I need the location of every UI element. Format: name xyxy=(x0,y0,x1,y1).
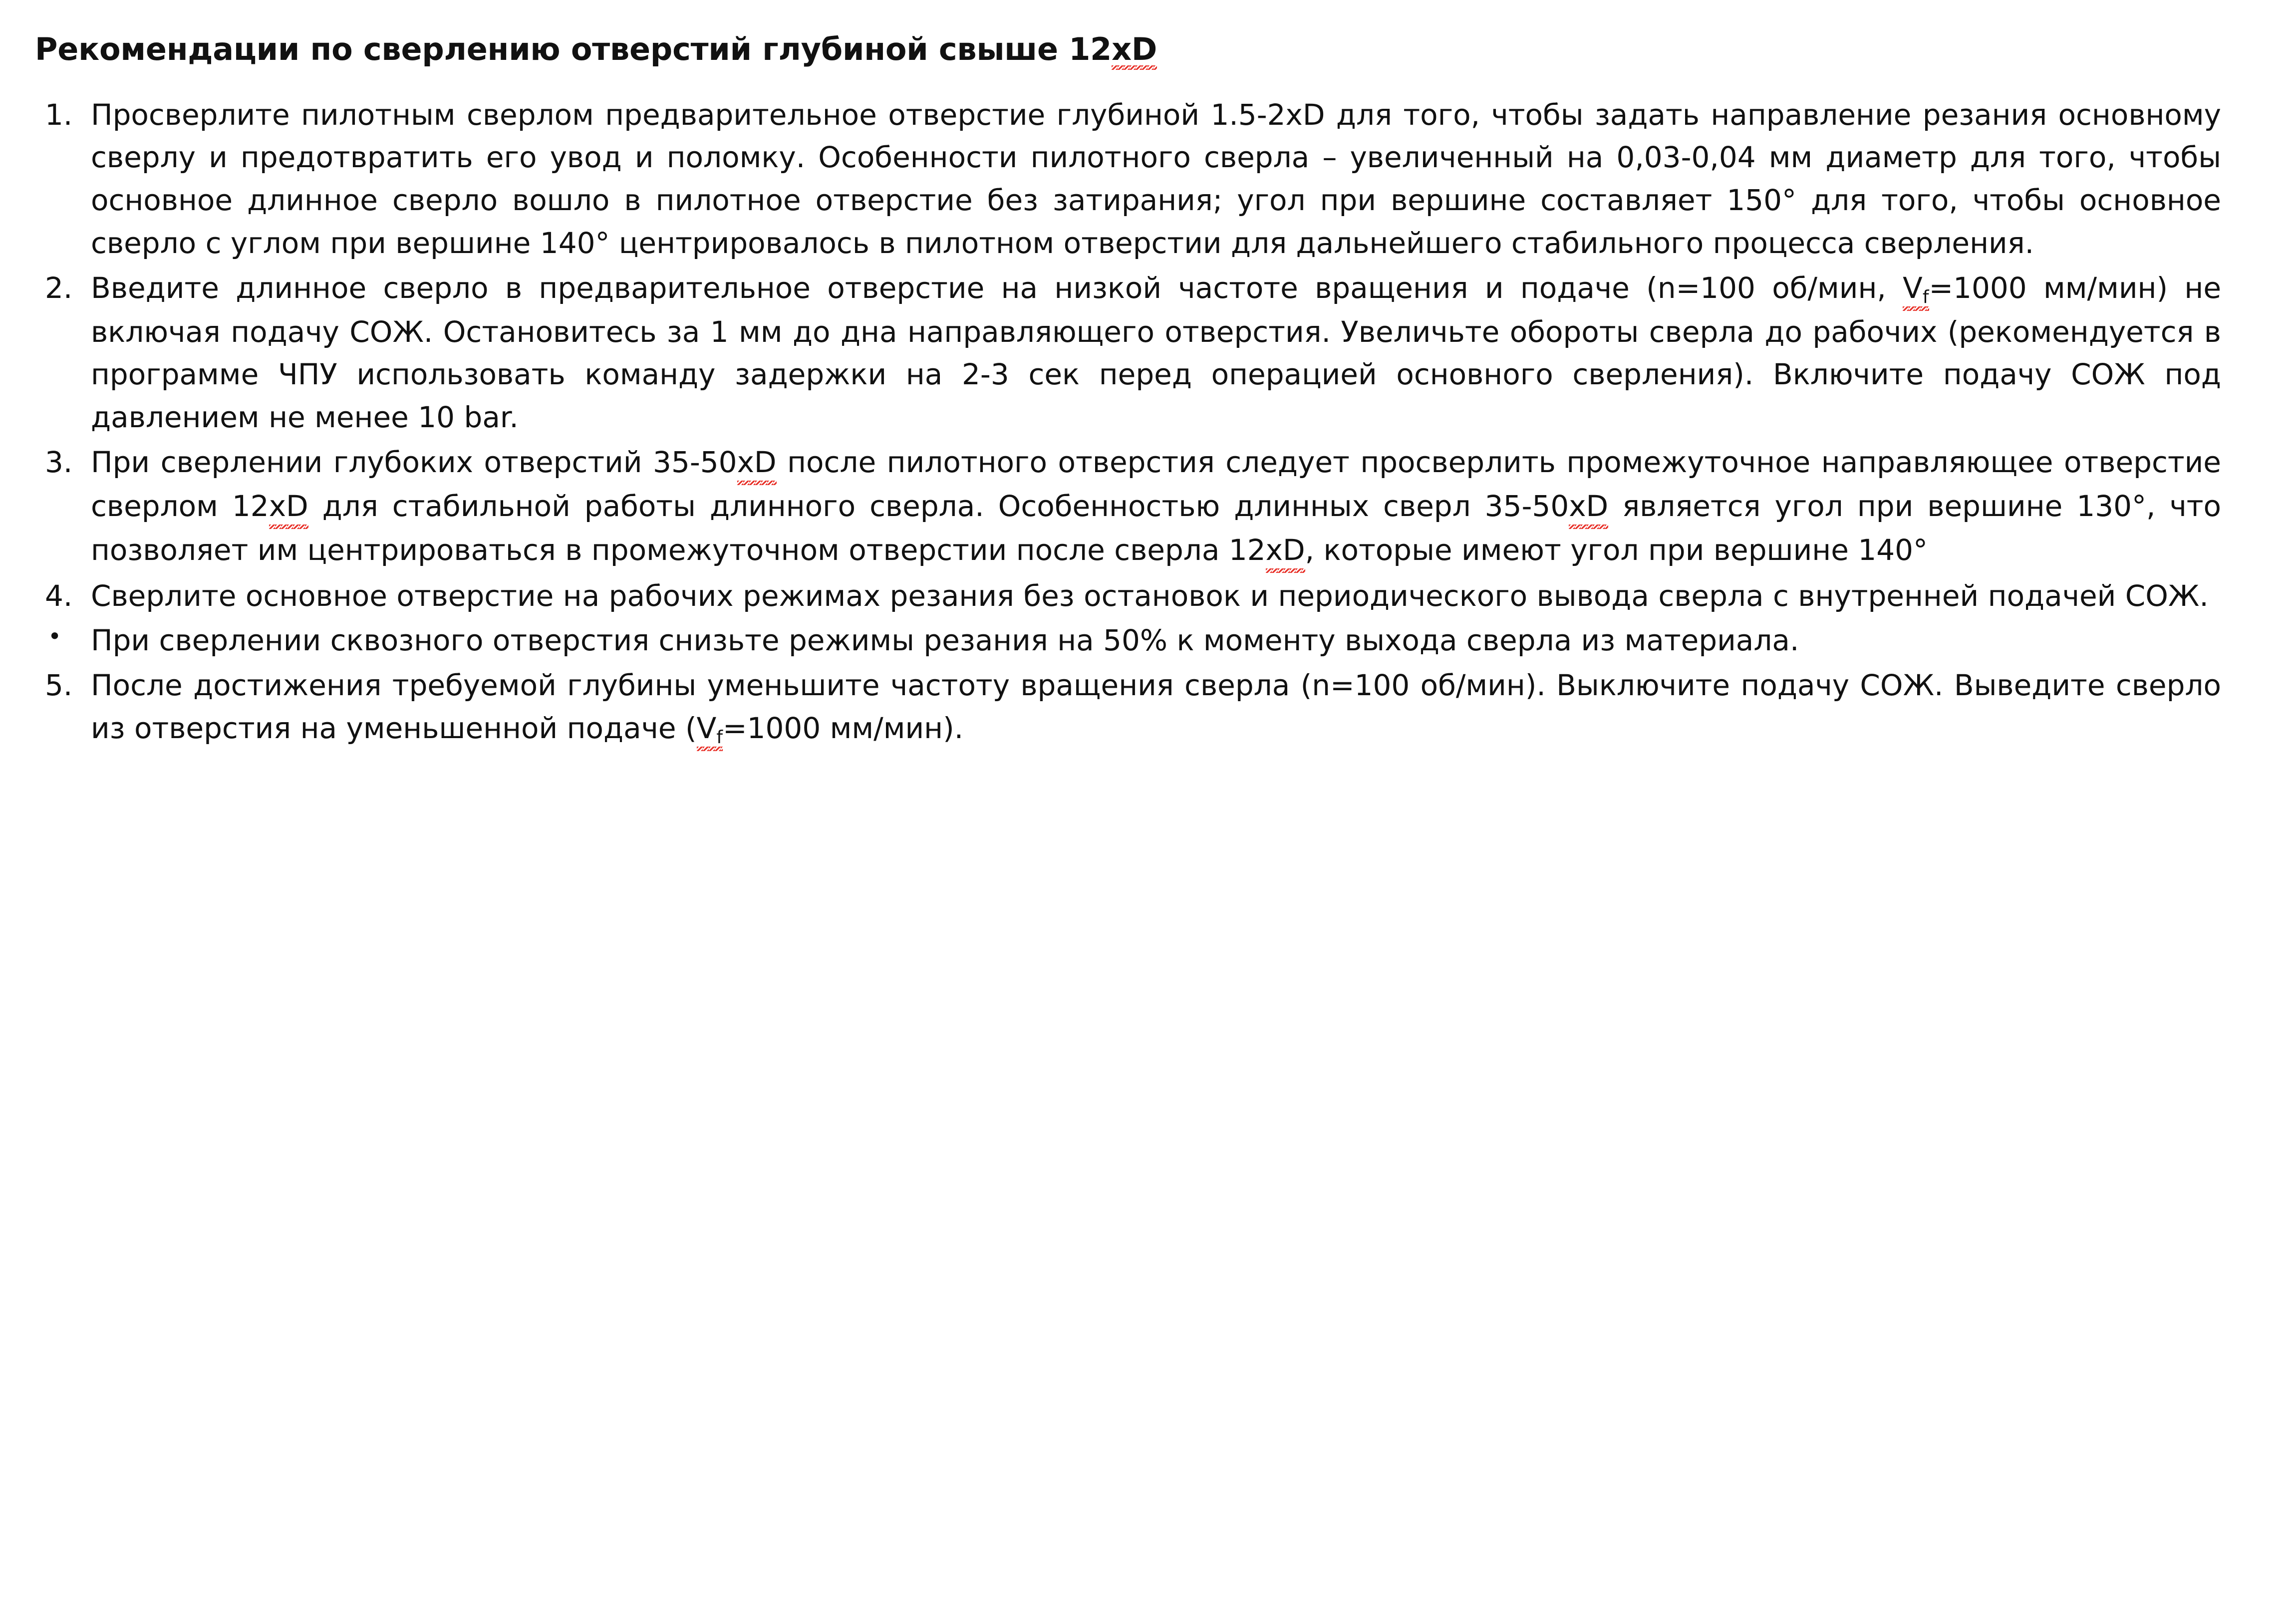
list-item xyxy=(35,267,2221,439)
text-fragment: после пилотного отверстия следует просверлить промежуточное направляющее отверстие сверлом 12 xyxy=(91,445,2221,523)
list-item-text xyxy=(91,267,2221,439)
velocity-subscript: f xyxy=(1922,286,1929,307)
text-fragment: для стабильной работы длинного сверла. Особенностью длинных сверл 35-50 xyxy=(308,489,1569,523)
text-fragment: Введите длинное сверло в предварительное отверстие на низкой частоте вращения и подаче (n=100 об/мин, xyxy=(91,270,1903,305)
list-item-text xyxy=(91,441,2221,572)
list-item-text xyxy=(91,664,2221,751)
text-fragment: =1000 мм/мин) не включая подачу СОЖ. Остановитесь за 1 мм до дна направляющего отверстия. Увеличьте обороты сверла до рабочих (рекомендуется в программе ЧПУ использовать команду задержки на 2-3 сек перед операцией основного сверления). Включите подачу СОЖ под давлением не менее 10 bar. xyxy=(91,270,2222,435)
list-item-text xyxy=(91,94,2221,265)
list-item xyxy=(35,664,2221,751)
list-item-text xyxy=(91,619,2221,662)
text-fragment: =1000 мм/мин). xyxy=(723,711,964,746)
page-title xyxy=(35,30,2221,70)
velocity-letter: V xyxy=(696,711,717,746)
spellcheck-underline: xD xyxy=(1112,30,1157,70)
text-fragment: , которые имеют угол при вершине 140° xyxy=(1305,532,1928,567)
text-fragment: При сверлении глубоких отверстий 35-50 xyxy=(91,445,737,480)
spellcheck-underline: xD xyxy=(737,441,777,485)
bullet-marker: • xyxy=(48,623,62,650)
list-item-text xyxy=(91,575,2221,618)
text-fragment: При сверлении сквозного отверстия снизьте режимы резания на 50% к моменту выхода сверла из материала. xyxy=(91,623,1799,658)
text-fragment: Сверлите основное отверстие на рабочих режимах резания без остановок и периодического вывода сверла с внутренней подачей СОЖ. xyxy=(91,578,2209,613)
velocity-symbol xyxy=(697,707,723,751)
spellcheck-underline: xD xyxy=(1569,485,1608,529)
list-item xyxy=(35,575,2221,618)
spellcheck-underline: xD xyxy=(269,485,308,529)
list-item-marker: 4. xyxy=(45,578,73,613)
page-title-text: Рекомендации по сверлению отверстий глубиной свыше 12 xyxy=(35,31,1112,67)
spellcheck-underline: xD xyxy=(1266,529,1305,573)
velocity-letter: V xyxy=(1903,270,1923,305)
velocity-subscript: f xyxy=(716,727,723,748)
list-item-bullet xyxy=(35,619,2221,662)
list-item xyxy=(35,441,2221,572)
list-item-marker: 2. xyxy=(45,270,73,305)
velocity-symbol xyxy=(1903,267,1929,311)
text-fragment: является угол при вершине 130°, что позволяет им центрироваться в промежуточном отверстии после сверла 12 xyxy=(91,489,2222,567)
recommendations-list xyxy=(35,94,2221,751)
text-fragment: После достижения требуемой глубины уменьшите частоту вращения сверла (n=100 об/мин). Выключите подачу СОЖ. Выведите сверло из отверстия на уменьшенной подаче ( xyxy=(91,668,2221,746)
list-item xyxy=(35,94,2221,265)
list-item-marker: 3. xyxy=(45,445,73,480)
list-item-marker: 1. xyxy=(45,97,73,132)
text-fragment: Просверлите пилотным сверлом предварительное отверстие глубиной 1.5-2xD для того, чтобы задать направление резания основному сверлу и предотвратить его увод и поломку. Особенности пилотного сверла – увеличенный на 0,03-0,04 мм диаметр для того, чтобы основное длинное сверло вошло в пилотное отверстие без затирания; угол при вершине составляет 150° для того, чтобы основное сверло с углом при вершине 140° центрировалось в пилотном отверстии для дальнейшего стабильного процесса сверления. xyxy=(91,97,2221,260)
list-item-marker: 5. xyxy=(45,668,73,703)
